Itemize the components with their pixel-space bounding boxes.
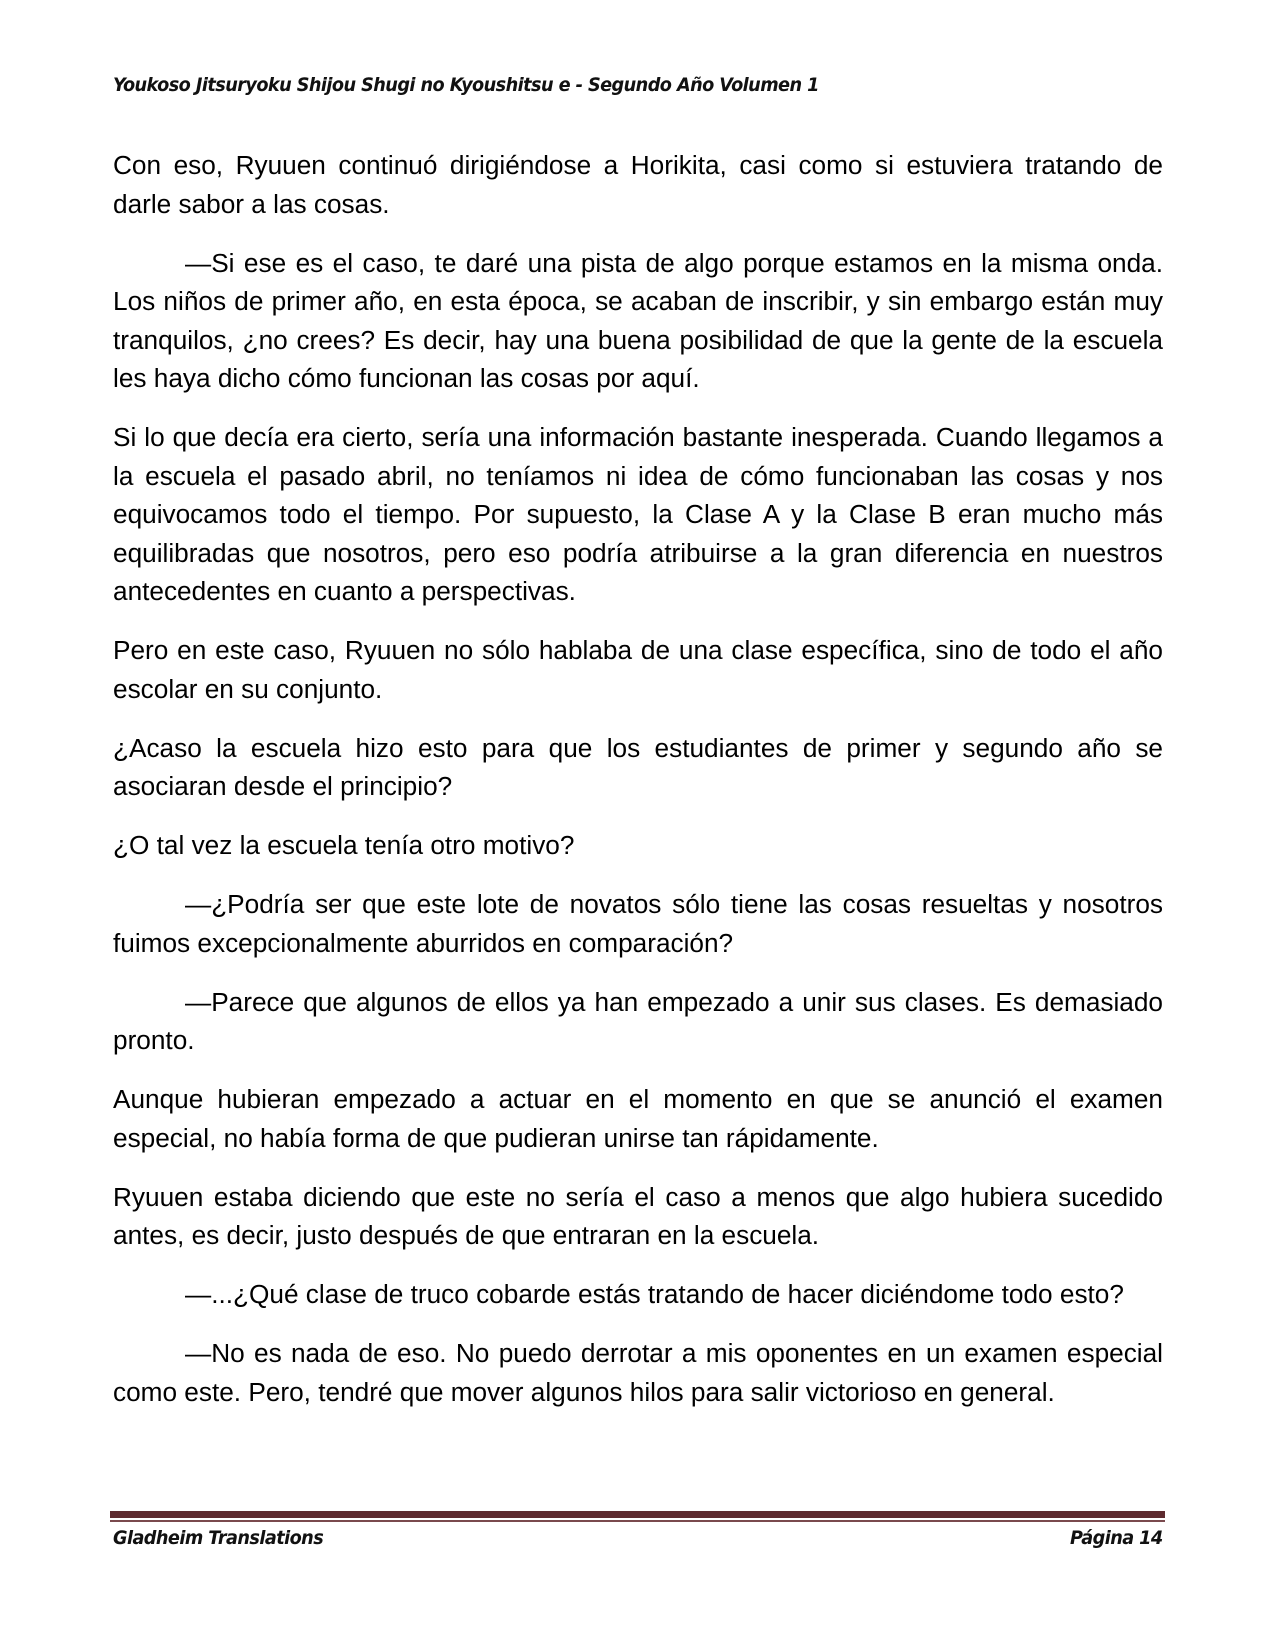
body-text [113,146,1163,1432]
dialogue-paragraph: —...¿Qué clase de truco cobarde estás tratando de hacer diciéndome todo esto? [185,1279,1124,1309]
paragraph: ¿Acaso la escuela hizo esto para que los estudiantes de primer y segundo año se asociaran desde el principio? [113,732,1163,801]
paragraph: ¿O tal vez la escuela tenía otro motivo? [113,830,575,860]
paragraph: Aunque hubieran empezado a actuar en el momento en que se anunció el examen especial, no había forma de que pudieran unirse tan rápidamente. [113,1084,1163,1153]
page-footer [113,1527,1163,1553]
dialogue-paragraph: —Parece que algunos de ellos ya han empezado a unir sus clases. Es demasiado pronto. [113,986,1163,1055]
dialogue-paragraph: —Si ese es el caso, te daré una pista de algo porque estamos en la misma onda. Los niños de primer año, en esta época, se acaban de inscribir, y sin embargo están muy tranquilos, ¿no crees? Es decir, hay una buena posibilidad de que la gente de la escuela les haya dicho cómo funcionan las cosas por aquí. [113,247,1163,393]
footer-rule-thin [110,1520,1165,1522]
paragraph: Ryuuen estaba diciendo que este no sería el caso a menos que algo hubiera sucedido antes, es decir, justo después de que entraran en la escuela. [113,1181,1163,1250]
paragraph: Si lo que decía era cierto, sería una información bastante inesperada. Cuando llegamos a la escuela el pasado abril, no teníamos ni idea de cómo funcionaban las cosas y nos equivocamos todo el tiempo. Por supuesto, la Clase A y la Clase B eran mucho más equilibradas que nosotros, pero eso podría atribuirse a la gran diferencia en nuestros antecedentes en cuanto a perspectivas. [113,422,1163,606]
dialogue-paragraph: —¿Podría ser que este lote de novatos sólo tiene las cosas resueltas y nosotros fuimos excepcionalmente aburridos en comparación? [113,889,1163,958]
publisher-name: Gladheim Translations [113,1527,324,1549]
paragraph: Con eso, Ryuuen continuó dirigiéndose a Horikita, casi como si estuviera tratando de darle sabor a las cosas. [113,150,1163,219]
footer-rule [110,1511,1165,1518]
running-header: Youkoso Jitsuryoku Shijou Shugi no Kyoushitsu e - Segundo Año Volumen 1 [113,74,819,96]
dialogue-paragraph: —No es nada de eso. No puedo derrotar a mis oponentes en un examen especial como este. Pero, tendré que mover algunos hilos para salir victorioso en general. [113,1338,1163,1407]
paragraph: Pero en este caso, Ryuuen no sólo hablaba de una clase específica, sino de todo el año escolar en su conjunto. [113,635,1163,704]
page-number: Página 14 [1070,1527,1163,1549]
